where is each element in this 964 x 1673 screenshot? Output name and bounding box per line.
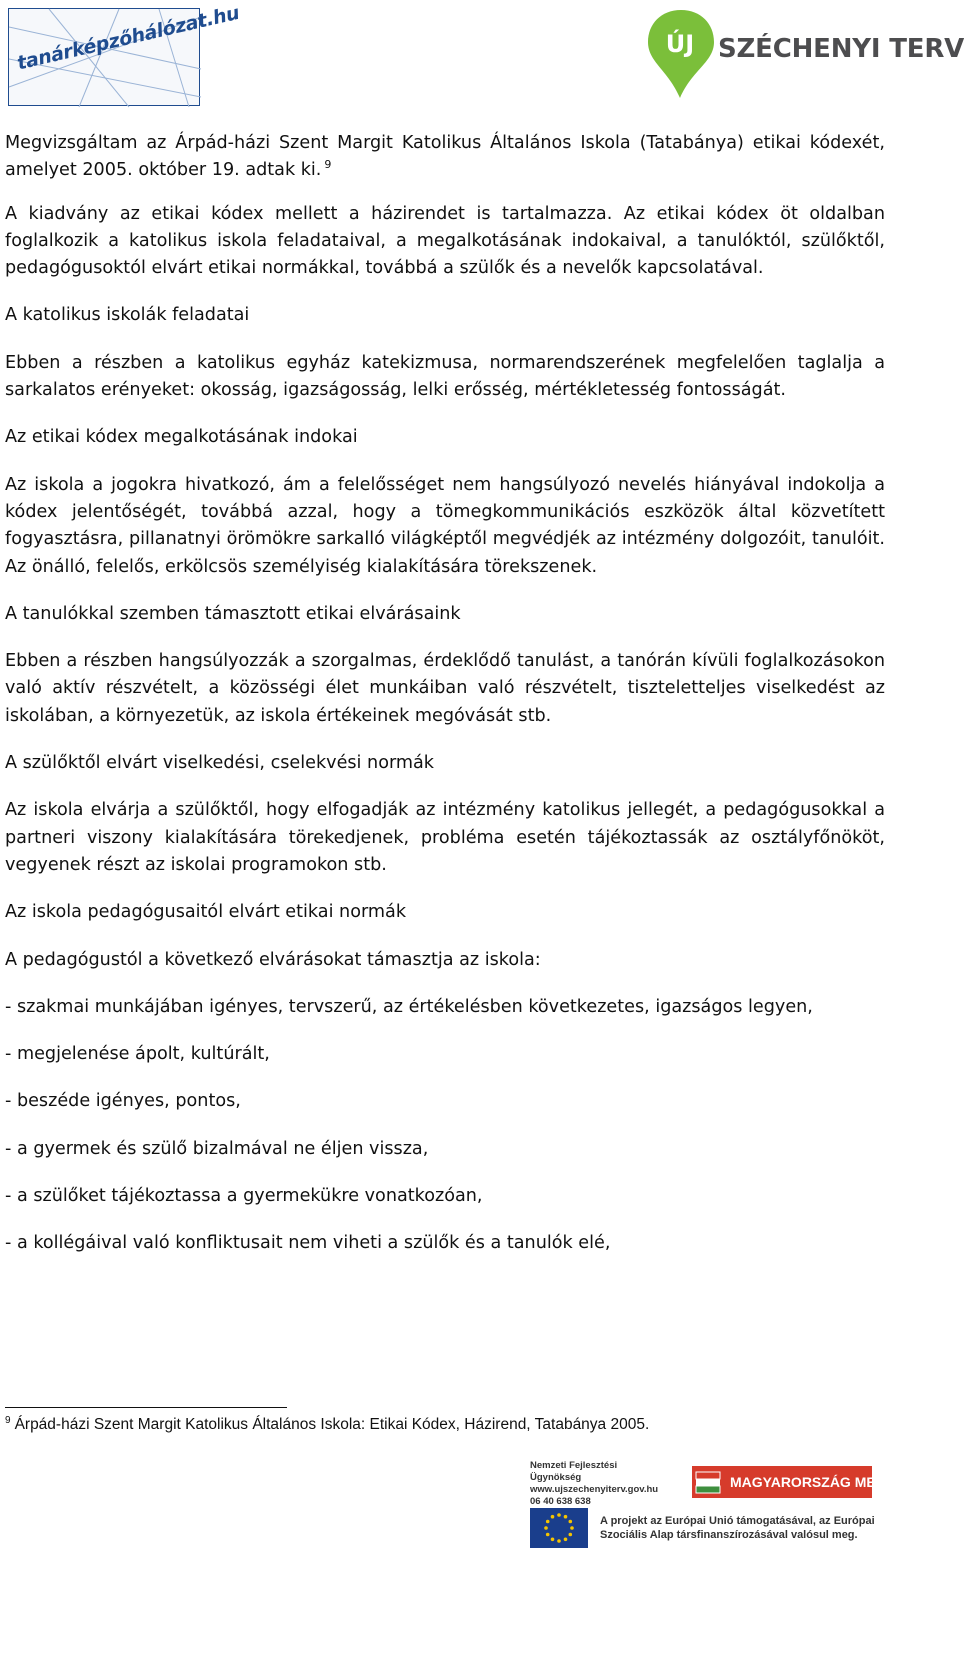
tanulok-paragraph: Ebben a részben hangsúlyozzák a szorgalmas, érdeklődő tanulást, a tanórán kívüli foglalkozásokon való aktív részvételt, a közösségi élet munkáiban való részvételt, tiszteletteljes viselkedést az iskolában, a környezetük, az iskola értékeinek megóvását stb. [5, 651, 885, 726]
section-heading-feladatai: A katolikus iskolák feladatai [5, 305, 250, 326]
list-item: - beszéde igényes, pontos, [5, 1091, 241, 1112]
list-item: - megjelenése ápolt, kultúrált, [5, 1044, 270, 1065]
pedagogusok-intro: A pedagógustól a következő elvárásokat támasztja az iskola: [5, 949, 541, 970]
nfu-block [530, 1460, 670, 1508]
list-item: - a gyermek és szülő bizalmával ne éljen vissza, [5, 1138, 429, 1159]
footnote-text: Árpád-házi Szent Margit Katolikus Általános Iskola: Etikai Kódex, Házirend, Tatabánya 2005. [14, 1416, 650, 1433]
list-item: - a szülőket tájékoztassa a gyermekükre vonatkozóan, [5, 1186, 483, 1207]
hungary-flag-icon [692, 1466, 724, 1498]
tanarkepzo-halozat-logo [8, 1, 242, 106]
nfu-website: www.ujszechenyiterv.gov.hu [530, 1484, 659, 1495]
left-logo-text: tanárképzőhálózat.hu [15, 1, 242, 75]
footnote-number: 9 [5, 1414, 11, 1426]
section-heading-indokai: Az etikai kódex megalkotásának indokai [5, 427, 358, 448]
eu-flag-icon [530, 1508, 588, 1548]
intro-paragraph [5, 130, 885, 185]
footer-logos [530, 1458, 924, 1563]
eu-text-line2: Szociális Alap társfinanszírozásával valósul meg. [600, 1529, 858, 1541]
szechenyi-wordmark: SZÉCHENYI TERV [718, 34, 964, 64]
overview-paragraph: A kiadvány az etikai kódex mellett a házirendet is tartalmazza. Az etikai kódex öt oldalban foglalkozik a katolikus iskola feladataival, a megalkotásának indokaival, a tanulóktól, szülőktől, pedagógusoktól elvárt etikai normákkal, továbbá a szülők és a nevelők kapcsolatával. [5, 203, 885, 279]
indokai-paragraph: Az iskola a jogokra hivatkozó, ám a felelősséget nem hangsúlyozó nevelés hiányával indokolja a kódex jelentőségét, továbbá azzal, hogy a tömegkommunikációs eszközök által közvetített fogyasztásra, pillanatnyi örömökre sarkalló világképtől megvédjék az intézmény dolgozóit, tanulóit. Az önálló, felelős, erkölcsös személyiség kialakítására törekszenek. [5, 474, 885, 577]
footnote-divider [5, 1407, 287, 1408]
szulok-paragraph: Az iskola elvárja a szülőktől, hogy elfogadják az intézmény katolikus jellegét, a pedagógusokkal a partneri viszony kialakítására törekedjenek, probléma esetén tájékoztassák az osztályfőnököt, vegyenek részt az iskolai programokon stb. [5, 800, 885, 875]
eu-text-line1: A projekt az Európai Unió támogatásával, az Európai [600, 1515, 875, 1527]
section-heading-tanulok: A tanulókkal szemben támasztott etikai elvárásaink [5, 603, 461, 624]
section-heading-pedagogusok: Az iskola pedagógusaitól elvárt etikai normák [5, 902, 407, 923]
list-item: - a kollégáival való konfliktusait nem viheti a szülők és a tanulók elé, [5, 1233, 611, 1254]
nfu-phone: 06 40 638 638 [530, 1496, 591, 1507]
footnote [5, 1414, 885, 1436]
eu-support-text [600, 1514, 890, 1542]
nfu-name: Nemzeti Fejlesztési Ügynökség [530, 1460, 618, 1483]
document-body [5, 130, 885, 1278]
footnote-reference: 9 [324, 158, 332, 172]
magyarorszag-megujul-badge: MAGYARORSZÁG MEGÚJUL [692, 1466, 872, 1498]
feladatai-paragraph: Ebben a részben a katolikus egyház katekizmusa, normarendszerének megfelelően taglalja a sarkalatos erényeket: okosság, igazságosság, lelki erősség, mértékletesség fontosságát. [5, 352, 885, 401]
intro-text: Megvizsgáltam az Árpád-házi Szent Margit Katolikus Általános Iskola (Tatabánya) etikai kódexét, amelyet 2005. október 19. adtak ki. [5, 133, 885, 181]
section-heading-szulok: A szülőktől elvárt viselkedési, cselekvési normák [5, 753, 434, 774]
uj-szechenyi-terv-logo [644, 8, 964, 100]
pin-text: ÚJ [665, 30, 695, 58]
list-item: - szakmai munkájában igényes, tervszerű, az értékelésben következetes, igazságos legyen, [5, 996, 813, 1017]
